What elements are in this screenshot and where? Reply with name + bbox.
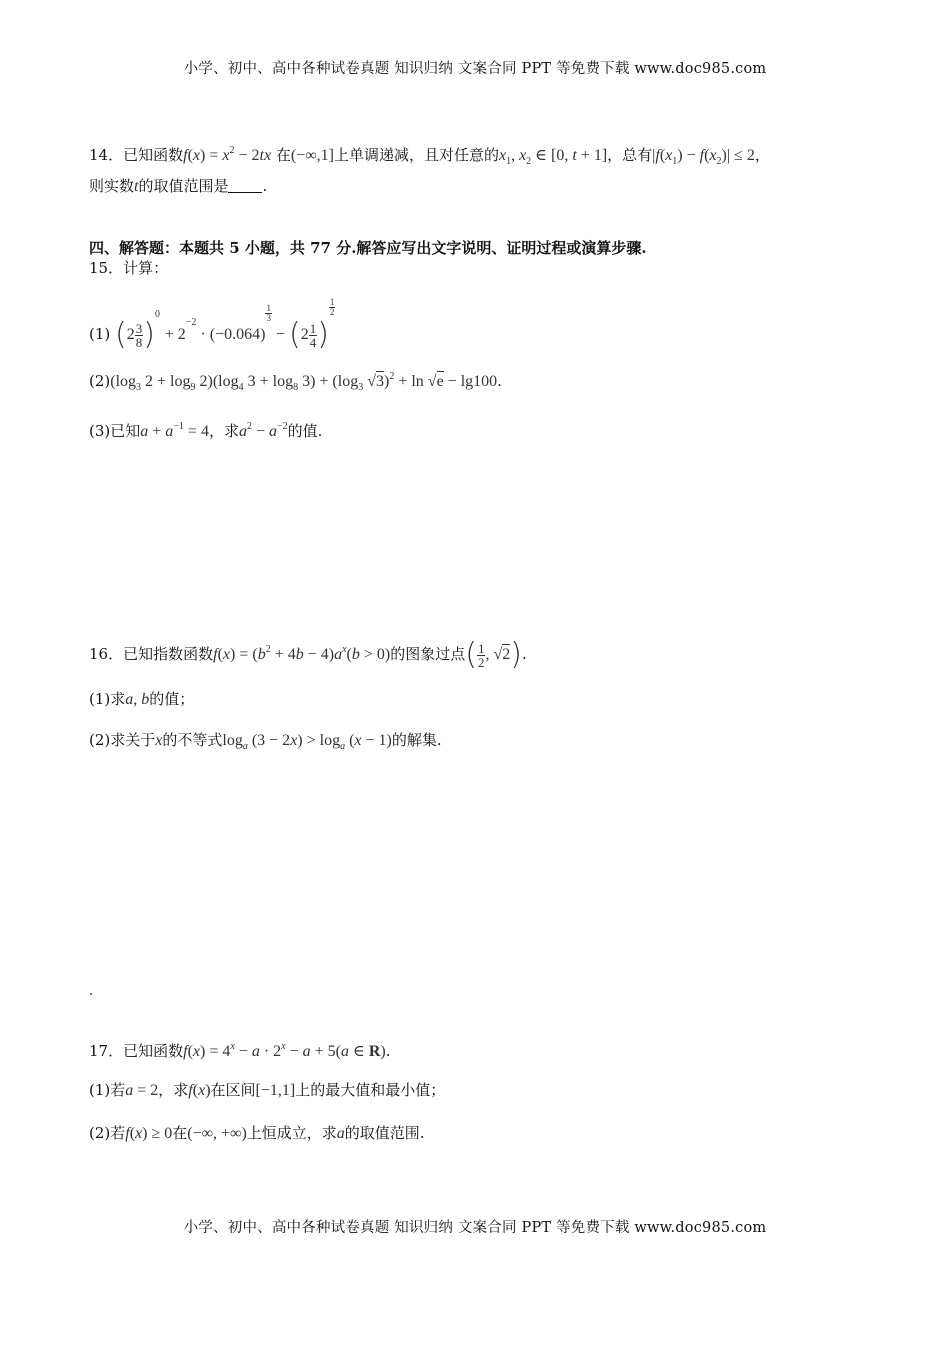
answer-blank <box>228 178 262 193</box>
question-15-part-2: $(2)(\log_3$ $2 + \log_9 2)(\log_4$ $3 + \log_8 3) + (\log_3$ √3)$^2$ + ln √e − lg100. <box>89 371 502 393</box>
question-17-line-1: 17．已知函数$f(x) = 4^x - a \cdot 2^x - a + 5(a$ ∈ R). <box>89 1041 391 1060</box>
question-14-number: 14． <box>89 146 124 164</box>
question-16-part-1: (1)求a, b的值； <box>89 690 195 708</box>
question-17-part-2: (2)若f(x) ≥ 0在(−∞, +∞)上恒成立，求a的取值范围. <box>89 1124 425 1142</box>
question-16-line-1: 16．已知指数函数$f(x) = (b^2 + 4b - 4)a^x(b > 0)$的图象过点( $\frac{1}{2}$ , √2). <box>89 637 527 672</box>
question-15-title: 15．计算： <box>89 259 169 277</box>
formula-interval: (−∞,1] <box>290 147 334 164</box>
formula-x1x2: x <box>498 147 507 164</box>
page-footer: 小学、初中、高中各种试卷真题 知识归纳 文案合同 PPT 等免费下载 www.doc985.com <box>183 1220 767 1236</box>
question-17-part-1: (1)若a = 2，求f(x)在区间[−1,1]上的最大值和最小值； <box>89 1081 446 1099</box>
formula-log-expression: ($\log_3$ $2 + \log_9 2)(\log_4$ $3 + \log_8 3) + (\log_3$ √3)$^2$ + ln √e − lg100 <box>110 371 498 393</box>
question-15-part-3: (3)已知$a + a^{-1} = 4$，求$a^2 - a^{-2}$的值. <box>89 421 323 440</box>
formula-f-x: f <box>183 147 188 164</box>
page-header: 小学、初中、高中各种试卷真题 知识归纳 文案合同 PPT 等免费下载 www.doc985.com <box>183 61 767 77</box>
question-14-line-2: 则实数t的取值范围是 . <box>89 177 268 195</box>
question-16-number: 16． <box>89 645 124 663</box>
question-15-part-1: (1) (2 $\frac{3}{8}$ )$^0 + 2^{-2} \cdot (-0.064)$ $\frac{1}{3}$ − (2 $\frac{1}{4}$ ) $\frac{1}{2}$ <box>89 297 335 352</box>
section-title: 四、解答题：本题共 5 小题，共 77 分.解答应写出文字说明、证明过程或演算步骤. <box>89 239 647 257</box>
question-16-part-2: (2)求关于x的不等式$\log_a (3 - 2x) > \log_a (x - 1)$的解集. <box>89 731 442 752</box>
question-17-number: 17． <box>89 1042 124 1060</box>
stray-dot <box>90 993 92 995</box>
question-14-line-1: 14．已知函数$f(x) = x^2 - 2tx$ 在(−∞,1]上单调递减，且对任意的$x_1$, $x_2$ ∈ [0, t + 1]，总有$|f(x_1) - f(x_2)| \le 2$， <box>89 145 770 167</box>
formula-abs-diff: | <box>652 147 656 164</box>
